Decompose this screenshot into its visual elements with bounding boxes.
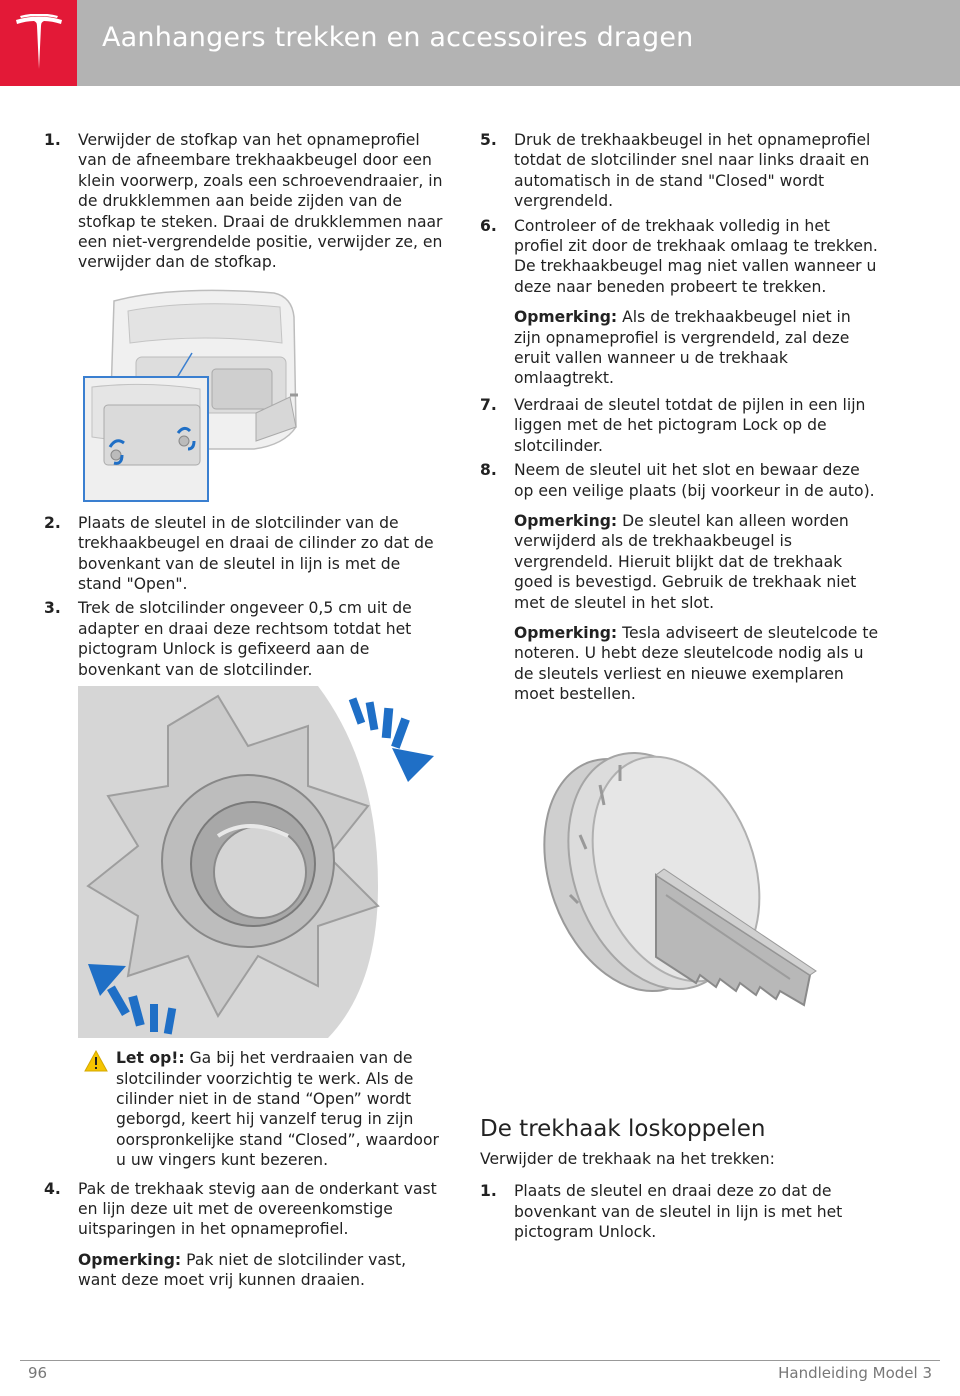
page-number: 96 [28,1364,48,1382]
step-text: Trek de slotcilinder ongeveer 0,5 cm uit de adapter en draai deze rechtsom totdat het pictogram Unlock is gefixeerd aan de bovenkant van de slotcilinder. [78,599,412,679]
step-text: Verwijder de stofkap van het opnameprofiel van de afneembare trekhaakbeugel door een klein voorwerp, zoals een schroevendraaier, in de drukklemmen aan beide zijden van de stofkap te steken. Draai de drukklemmen naar een niet-vergrendelde positie, verwijder ze, en verwijder dan de stofkap. [78,131,443,272]
page-title: Aanhangers trekken en accessoires dragen [102,22,694,53]
step-number: 8. [480,461,497,480]
step-2 [44,513,444,595]
disconnect-step-1 [480,1181,880,1242]
section-intro: Verwijder de trekhaak na het trekken: [480,1149,775,1168]
right-column [480,130,880,1247]
step-text: Plaats de sleutel in de slotcilinder van de trekhaakbeugel en draai de cilinder zo dat de bovenkant van de sleutel in lijn is met de stand "Open". [78,513,434,594]
hitch-receiver-illustration [44,277,444,503]
note-step-8a [480,511,880,613]
note-step-8b [480,623,880,705]
step-8 [480,460,880,501]
tesla-logo [0,0,77,86]
section-heading: De trekhaak loskoppelen [480,1115,766,1142]
tesla-t-icon [14,14,64,72]
inset-detail [84,377,208,501]
key-lock-illustration [480,725,880,1105]
step-number: 5. [480,131,497,149]
document-title: Handleiding Model 3 [778,1364,932,1382]
step-number: 4. [44,1179,61,1198]
note-label: Opmerking: [514,623,618,642]
lock-cylinder-illustration [78,686,438,1038]
warning-text: Ga bij het verdraaien van de slotcilinder voorzichtig te werk. Als de cilinder niet in de stand “Open” wordt geborgd, keert hij vanzelf terug in zijn oorspronkelijke stand “Closed”, waardoor u uw vingers kunt bezeren. [116,1049,439,1170]
note-text: Tesla adviseert de sleutelcode te noteren. U hebt deze sleutelcode nodig als u de sleutels verliest en nieuwe exemplaren moet bestellen. [514,623,879,704]
step-number: 3. [44,599,61,618]
note-label: Opmerking: [514,511,618,530]
step-1 [44,130,444,273]
note-text: Pak niet de slotcilinder vast, want deze moet vrij kunnen draaien. [78,1250,407,1290]
step-text: Controleer of de trekhaak volledig in het profiel zit door de trekhaak omlaag te trekken. De trekhaakbeugel mag niet vallen wanneer u deze naar beneden probeert te trekken. [514,216,878,296]
step-number: 2. [44,513,61,532]
step-text: Neem de sleutel uit het slot en bewaar deze op een veilige plaats (bij voorkeur in de auto). [514,461,875,500]
note-step-4 [44,1250,444,1291]
step-text: Druk de trekhaakbeugel in het opnameprofiel totdat de slotcilinder snel naar links draait en automatisch in de stand "Closed" wordt vergrendeld. [514,131,871,211]
step-number: 1. [480,1182,497,1201]
step-6 [480,216,880,298]
note-text: Als de trekhaakbeugel niet in zijn opnameprofiel is vergrendeld, zal deze eruit vallen wanneer u de trekhaak omlaagtrekt. [514,308,851,388]
step-text: Pak de trekhaak stevig aan de onderkant vast en lijn deze uit met de overeenkomstige uitsparingen in het opnameprofiel. [78,1179,437,1239]
footer-divider [20,1360,940,1361]
note-label: Opmerking: [78,1250,182,1269]
step-text: Plaats de sleutel en draai deze zo dat de bovenkant van de sleutel in lijn is met het pictogram Unlock. [514,1182,843,1242]
step-number: 1. [44,131,61,149]
left-column [44,130,444,1297]
step-3 [44,598,444,680]
note-label: Opmerking: [514,308,618,327]
warning-note [44,1048,444,1170]
step-text: Verdraai de sleutel totdat de pijlen in een lijn liggen met de het pictogram Lock op de slotcilinder. [514,395,866,455]
step-number: 7. [480,395,497,414]
note-text: De sleutel kan alleen worden verwijderd als de trekhaakbeugel is vergrendeld. Hieruit blijkt dat de trekhaak goed is bevestigd. Gebruik de trekhaak niet met de sleutel in het slot. [514,511,857,612]
warning-label: Let op!: [116,1049,185,1068]
page-header [0,0,960,86]
step-7 [480,395,880,456]
step-5 [480,130,880,212]
note-step-6 [480,307,880,389]
step-number: 6. [480,216,497,235]
warning-triangle-icon [84,1050,108,1072]
step-4 [44,1179,444,1240]
